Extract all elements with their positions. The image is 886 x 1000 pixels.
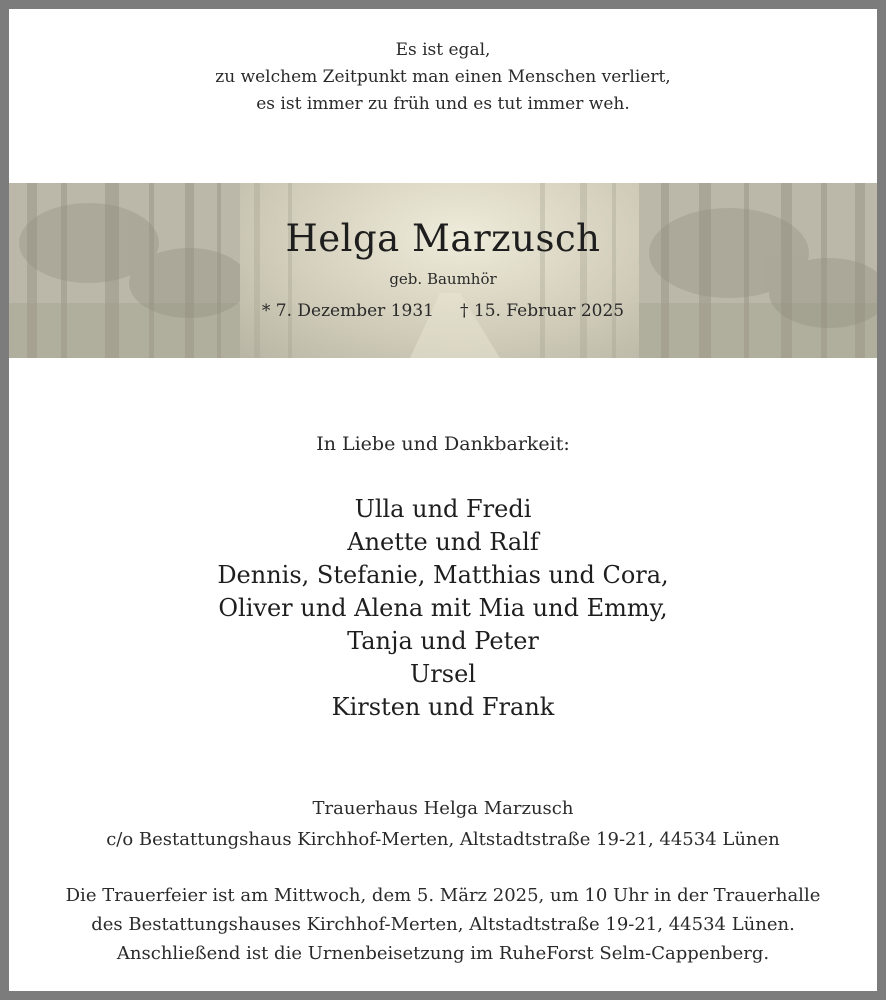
family-member: Ursel bbox=[410, 660, 476, 688]
deceased-name: Helga Marzusch bbox=[285, 217, 601, 260]
family-member: Kirsten und Frank bbox=[331, 693, 555, 721]
quote-line: Es ist egal, bbox=[395, 40, 491, 60]
opening-quote bbox=[9, 37, 877, 118]
ceremony-line: Die Trauerfeier ist am Mittwoch, dem 5. März 2025, um 10 Uhr in der Trauerhalle bbox=[65, 885, 821, 906]
ceremony-line: des Bestattungshauses Kirchhof-Merten, Altstadtstraße 19-21, 44534 Lünen. bbox=[91, 914, 795, 935]
birth-date: * 7. Dezember 1931 bbox=[261, 301, 434, 321]
family-member: Dennis, Stefanie, Matthias und Cora, bbox=[217, 561, 669, 589]
birth-name: geb. Baumhör bbox=[389, 270, 497, 288]
address-line: Trauerhaus Helga Marzusch bbox=[312, 798, 574, 819]
ceremony-line: Anschließend ist die Urnenbeisetzung im RuheForst Selm-Cappenberg. bbox=[116, 943, 770, 964]
mourning-house-address bbox=[9, 793, 877, 855]
family-list bbox=[9, 493, 877, 724]
life-dates bbox=[9, 301, 877, 321]
ceremony-notice bbox=[9, 881, 877, 968]
quote-line: zu welchem Zeitpunkt man einen Menschen verliert, bbox=[215, 67, 671, 87]
family-member: Oliver und Alena mit Mia und Emmy, bbox=[218, 594, 668, 622]
family-member: Anette und Ralf bbox=[347, 528, 539, 556]
family-member: Ulla und Fredi bbox=[354, 495, 532, 523]
death-date: † 15. Februar 2025 bbox=[459, 301, 625, 321]
address-line: c/o Bestattungshaus Kirchhof-Merten, Altstadtstraße 19-21, 44534 Lünen bbox=[106, 829, 780, 850]
quote-line: es ist immer zu früh und es tut immer weh. bbox=[256, 94, 630, 114]
forest-photo-band bbox=[9, 183, 877, 358]
family-member: Tanja und Peter bbox=[347, 627, 539, 655]
dedication-line: In Liebe und Dankbarkeit: bbox=[316, 433, 570, 455]
